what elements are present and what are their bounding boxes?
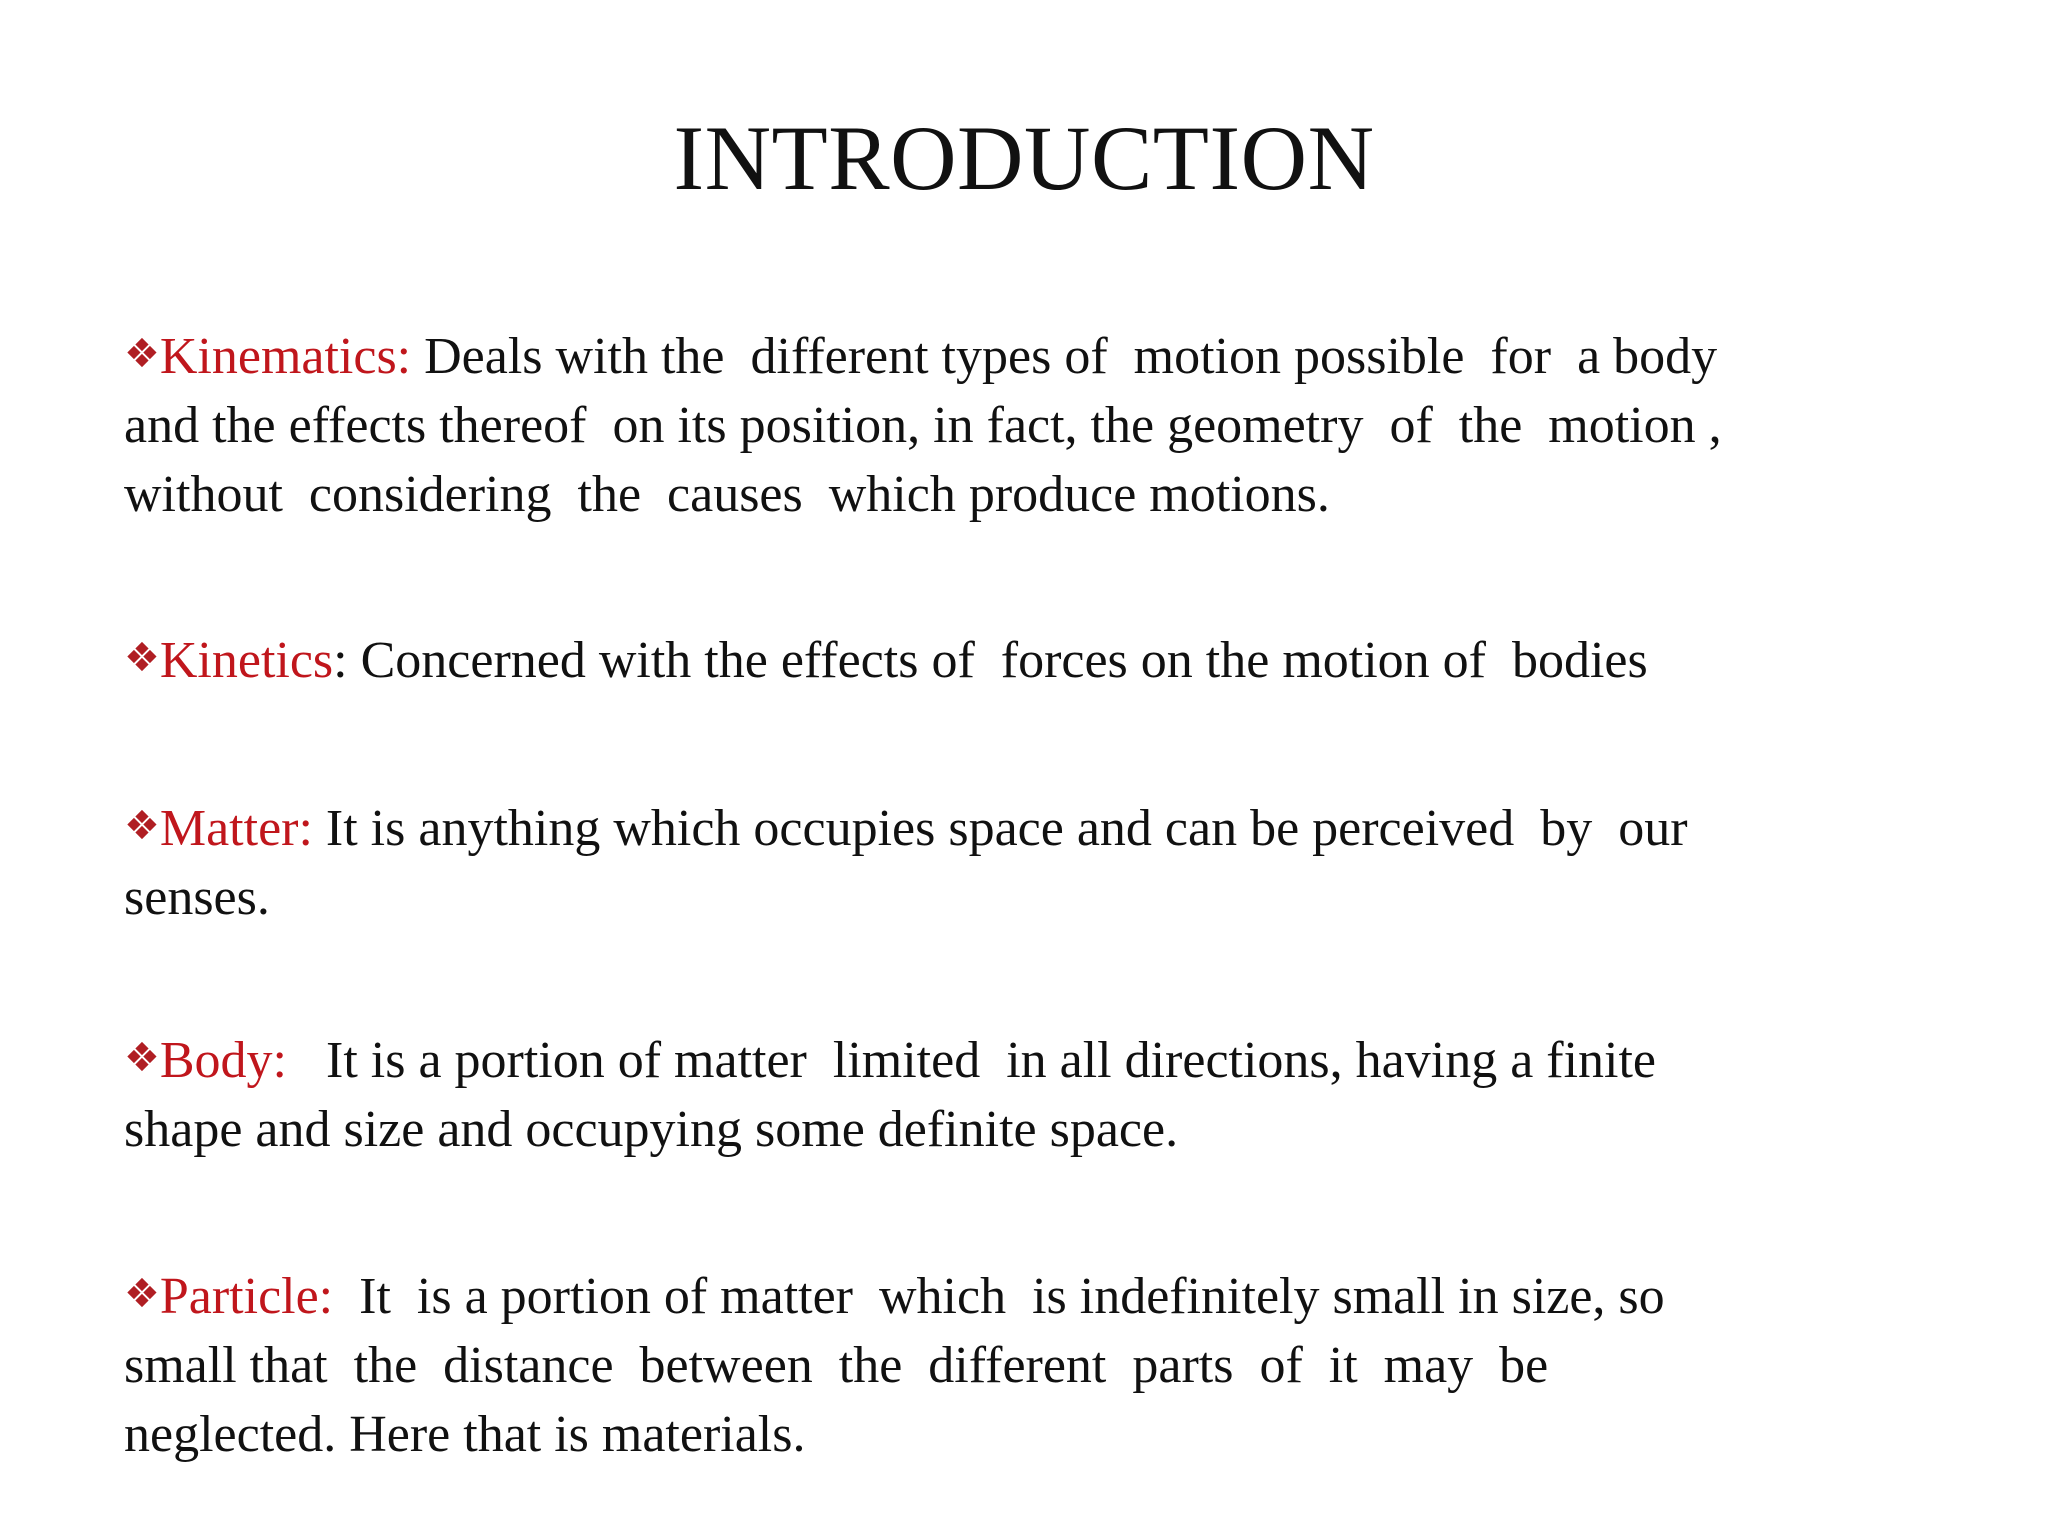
bullet-item-kinetics [124, 624, 1924, 695]
bullet-item-particle [124, 1260, 1924, 1469]
diamond-bullet-icon: ❖ [124, 1035, 160, 1081]
term-particle: Particle: [159, 1268, 334, 1325]
bullet-line [124, 320, 1924, 391]
slide-title: INTRODUCTION [673, 107, 1375, 209]
diamond-bullet-icon: ❖ [124, 803, 160, 849]
bullet-line [124, 1024, 1924, 1095]
diamond-bullet-icon: ❖ [124, 1271, 160, 1317]
definition-text: Concerned with the effects of forces on the motion of bodies [347, 632, 1648, 689]
definition-text: It is a portion of matter limited in all directions, having a finite [287, 1032, 1657, 1089]
definition-text: It is anything which occupies space and can be perceived by our [312, 800, 1688, 857]
term-body: Body: [159, 1032, 287, 1089]
bullet-line [124, 1260, 1924, 1331]
definition-text: senses. [124, 869, 270, 926]
diamond-bullet-icon: ❖ [124, 331, 160, 377]
term-kinetics: Kinetics [159, 632, 334, 689]
definition-text: neglected. Here that is materials. [124, 1406, 806, 1463]
diamond-bullet-icon: ❖ [124, 635, 160, 681]
bullet-line [124, 624, 1924, 695]
definition-text: shape and size and occupying some definite space. [124, 1101, 1179, 1158]
term-colon: : [333, 632, 348, 689]
bullet-item-matter [124, 792, 1924, 932]
slide-content [124, 320, 1924, 1469]
definition-text: and the effects thereof on its position, in fact, the geometry of the motion , [124, 397, 1722, 454]
bullet-item-body [124, 1024, 1924, 1164]
definition-text: without considering the causes which produce motions. [124, 466, 1330, 523]
term-matter: Matter: [159, 800, 313, 857]
bullet-line [124, 792, 1924, 863]
definition-text: Deals with the different types of motion possible for a body [411, 328, 1718, 385]
definition-text: small that the distance between the different parts of it may be [124, 1337, 1549, 1394]
bullet-item-kinematics [124, 320, 1924, 529]
term-kinematics: Kinematics: [159, 328, 412, 385]
definition-text: It is a portion of matter which is indefinitely small in size, so [333, 1268, 1665, 1325]
